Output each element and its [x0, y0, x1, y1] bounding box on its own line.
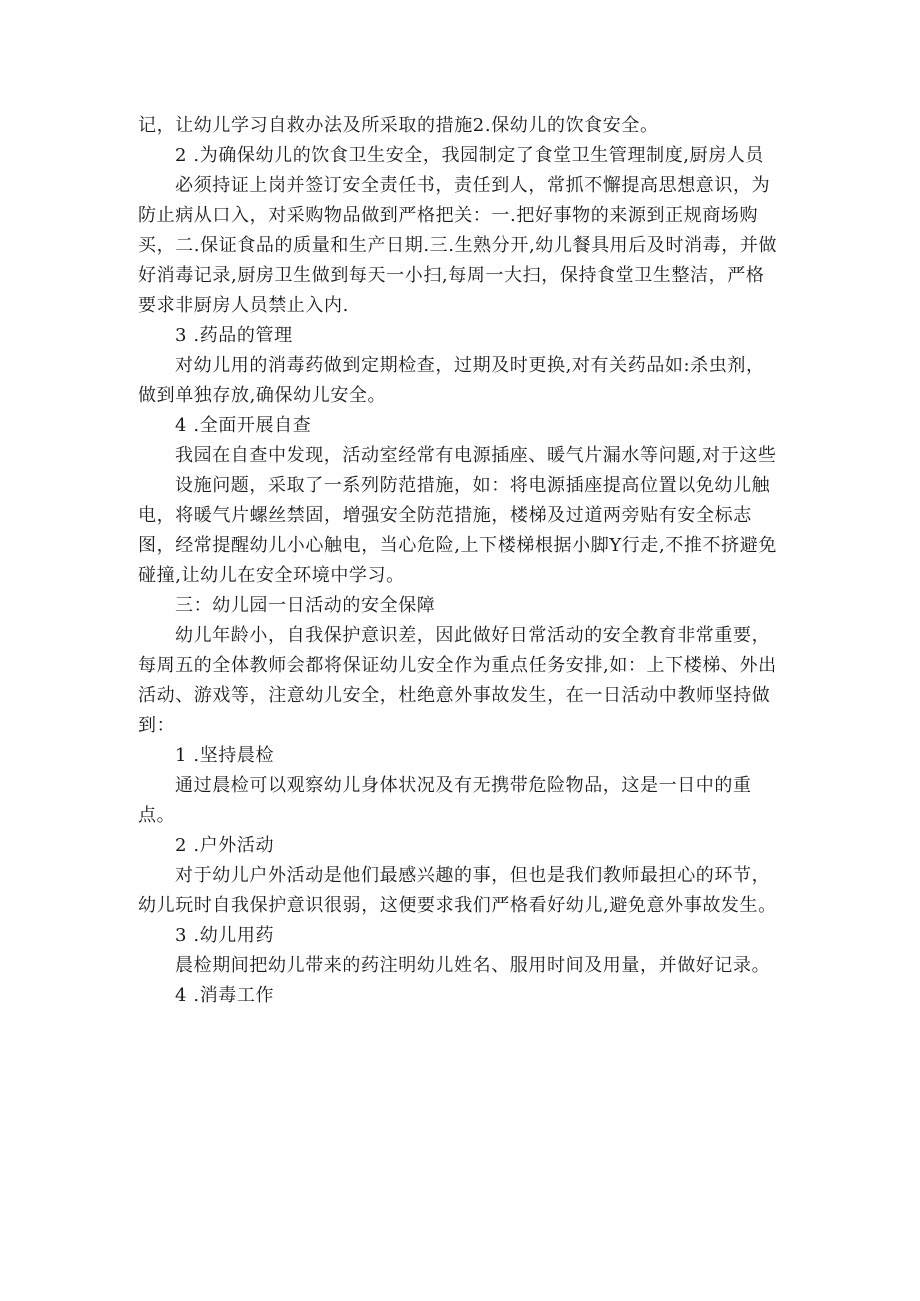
section-heading: 2 .户外活动: [175, 835, 275, 856]
section-heading: 4 .消毒工作: [175, 985, 275, 1006]
paragraph: 记，让幼儿学习自救办法及所采取的措施2.保幼儿的饮食安全。: [138, 115, 659, 136]
paragraph: 通过晨检可以观察幼儿身体状况及有无携带危险物品，这是一日中的重点。: [138, 775, 752, 826]
paragraph: 设施问题，采取了一系列防范措施，如：将电源插座提高位置以免幼儿触电，将暖气片螺丝禁固，增强安全防范措施，楼梯及过道两旁贴有安全标志图，经常提醒幼儿小心触电，当心危险,上下楼梯根据小脚Y行走,不推不挤避免碰撞,让幼儿在安全环境中学习。: [138, 475, 777, 586]
section-heading: 4 .全面开展自查: [175, 415, 312, 436]
section-heading: 1 .坚持晨检: [175, 745, 275, 766]
paragraph: 对幼儿用的消毒药做到定期检查，过期及时更换,对有关药品如:杀虫剂，做到单独存放,确保幼儿安全。: [138, 355, 765, 406]
paragraph: 必须持证上岗并签订安全责任书，责任到人，常抓不懈提高思想意识，为防止病从口入，对采购物品做到严格把关：一.把好事物的来源到正规商场购买，二.保证食品的质量和生产日期.三.生熟分开,幼儿餐具用后及时消毒，并做好消毒记录,厨房卫生做到每天一小扫,每周一大扫，保持食堂卫生整洁，严格要求非厨房人员禁止入内.: [138, 175, 778, 316]
paragraph: 晨检期间把幼儿带来的药注明幼儿姓名、服用时间及用量，并做好记录。: [175, 955, 771, 976]
section-heading: 三：幼儿园一日活动的安全保障: [175, 595, 436, 616]
section-heading: 3 .幼儿用药: [175, 925, 275, 946]
paragraph: 我园在自查中发现，活动室经常有电源插座、暖气片漏水等问题,对于这些: [175, 445, 777, 466]
section-heading: 3 .药品的管理: [175, 325, 293, 346]
section-heading: 2 .为确保幼儿的饮食卫生安全，我园制定了食堂卫生管理制度,厨房人员: [175, 145, 765, 166]
paragraph: 幼儿年龄小，自我保护意识差，因此做好日常活动的安全教育非常重要，每周五的全体教师会都将保证幼儿安全作为重点任务安排,如：上下楼梯、外出活动、游戏等，注意幼儿安全，杜绝意外事故发生，在一日活动中教师坚持做到：: [138, 625, 777, 736]
paragraph: 对于幼儿户外活动是他们最感兴趣的事，但也是我们教师最担心的环节，幼儿玩时自我保护意识很弱，这便要求我们严格看好幼儿,避免意外事故发生。: [138, 865, 777, 916]
